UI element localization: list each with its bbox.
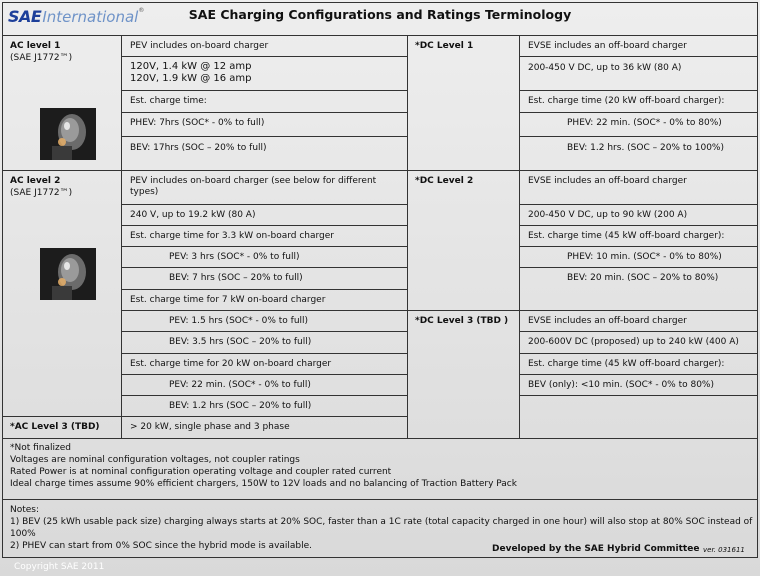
version-label: ver. 031611 xyxy=(703,546,745,554)
dc2-row-phev: PHEV: 10 min. (SOC* - 0% to 80%) xyxy=(567,252,722,262)
ac1-voltage-12a: 120V, 1.4 kW @ 12 amp xyxy=(130,61,252,72)
ac2-row-pev-7kw: PEV: 1.5 hrs (SOC* - 0% to full) xyxy=(169,316,309,326)
ac1-label: AC level 1 xyxy=(10,41,61,51)
logo-tm: ® xyxy=(138,7,145,14)
ac2-onboard-line2: types) xyxy=(130,187,159,197)
ac2-row-charge-20kw: Est. charge time for 20 kW on-board charger xyxy=(130,359,332,369)
dc1-row-voltage: 200-450 V DC, up to 36 kW (80 A) xyxy=(528,63,682,73)
ac2-standard: (SAE J1772™) xyxy=(10,188,73,198)
ac1-voltage-16a: 120V, 1.9 kW @ 16 amp xyxy=(130,73,252,84)
dc1-row-phev: PHEV: 22 min. (SOC* - 0% to 80%) xyxy=(567,118,722,128)
ac3-row-power: > 20 kW, single phase and 3 phase xyxy=(130,422,290,432)
ac1-row-voltage xyxy=(121,61,252,85)
footnote-item: Rated Power is at nominal configuration operating voltage and coupler rated current xyxy=(10,467,392,477)
dc3-row-voltage: 200-600V DC (proposed) up to 240 kW (400 A) xyxy=(528,337,739,347)
note-item: 1) BEV (25 kWh usable pack size) charging always starts at 20% SOC, faster than a 1C rate (total capacity charged in one hour) will also stop at 80% SOC instead of xyxy=(10,517,753,527)
ac2-label: AC level 2 xyxy=(10,176,61,186)
page-title: SAE Charging Configurations and Ratings Terminology xyxy=(188,7,572,22)
ac2-row-voltage: 240 V, up to 19.2 kW (80 A) xyxy=(130,210,256,220)
footnote-item: Voltages are nominal configuration voltages, not coupler ratings xyxy=(10,455,300,465)
ac2-row-pev-3kw: PEV: 3 hrs (SOC* - 0% to full) xyxy=(169,252,300,262)
dc3-label: *DC Level 3 (TBD ) xyxy=(415,316,509,326)
ac2-row-bev-3kw: BEV: 7 hrs (SOC – 20% to full) xyxy=(169,273,303,283)
dc2-row-voltage: 200-450 V DC, up to 90 kW (200 A) xyxy=(528,210,688,220)
ac1-row-charge-time: Est. charge time: xyxy=(130,96,207,106)
footnote-item: Ideal charge times assume 90% efficient chargers, 150W to 12V loads and no balancing of Traction Battery Pack xyxy=(10,479,517,489)
dc1-row-offboard: EVSE includes an off-board charger xyxy=(528,41,687,51)
dc1-row-charge-time: Est. charge time (20 kW off-board charger): xyxy=(528,96,725,106)
footnotes xyxy=(10,443,517,491)
dc3-row-charge-time: Est. charge time (45 kW off-board charger): xyxy=(528,359,725,369)
dc2-label: *DC Level 2 xyxy=(415,176,474,186)
ac3-label: *AC Level 3 (TBD) xyxy=(10,422,100,432)
notes-heading: Notes: xyxy=(10,505,40,515)
ac1-row-bev: BEV: 17hrs (SOC – 20% to full) xyxy=(130,143,267,153)
connector-photo xyxy=(40,108,96,160)
logo-international: International xyxy=(42,8,139,26)
ac2-row-onboard xyxy=(121,176,376,198)
ac2-onboard-line1: PEV includes on-board charger (see below for different xyxy=(130,176,377,186)
ac2-row-charge-3kw: Est. charge time for 3.3 kW on-board charger xyxy=(130,231,334,241)
dc2-row-bev: BEV: 20 min. (SOC – 20% to 80%) xyxy=(567,273,719,283)
dc3-row-bev: BEV (only): <10 min. (SOC* - 0% to 80%) xyxy=(528,380,714,390)
dc2-row-charge-time: Est. charge time (45 kW off-board charger): xyxy=(528,231,725,241)
ac2-row-pev-20kw: PEV: 22 min. (SOC* - 0% to full) xyxy=(169,380,311,390)
dc1-label: *DC Level 1 xyxy=(415,41,474,51)
logo-sae: SAE xyxy=(8,7,42,26)
footnote-item: *Not finalized xyxy=(10,443,71,453)
ac2-row-bev-7kw: BEV: 3.5 hrs (SOC – 20% to full) xyxy=(169,337,312,347)
copyright: Copyright SAE 2011 xyxy=(14,562,105,572)
ac1-row-onboard: PEV includes on-board charger xyxy=(130,41,269,51)
ac1-standard: (SAE J1772™) xyxy=(10,53,73,63)
note-item-continued: 100% xyxy=(10,529,36,539)
note-item: 2) PHEV can start from 0% SOC since the hybrid mode is available. xyxy=(10,541,313,551)
dc3-row-offboard: EVSE includes an off-board charger xyxy=(528,316,687,326)
dc1-row-bev: BEV: 1.2 hrs. (SOC – 20% to 100%) xyxy=(567,143,724,153)
committee-credit: Developed by the SAE Hybrid Committee xyxy=(492,544,700,554)
ac2-row-bev-20kw: BEV: 1.2 hrs (SOC – 20% to full) xyxy=(169,401,312,411)
dc2-row-offboard: EVSE includes an off-board charger xyxy=(528,176,687,186)
ac2-row-charge-7kw: Est. charge time for 7 kW on-board charger xyxy=(130,295,326,305)
connector-photo xyxy=(40,248,96,300)
ac1-row-phev: PHEV: 7hrs (SOC* - 0% to full) xyxy=(130,118,265,128)
